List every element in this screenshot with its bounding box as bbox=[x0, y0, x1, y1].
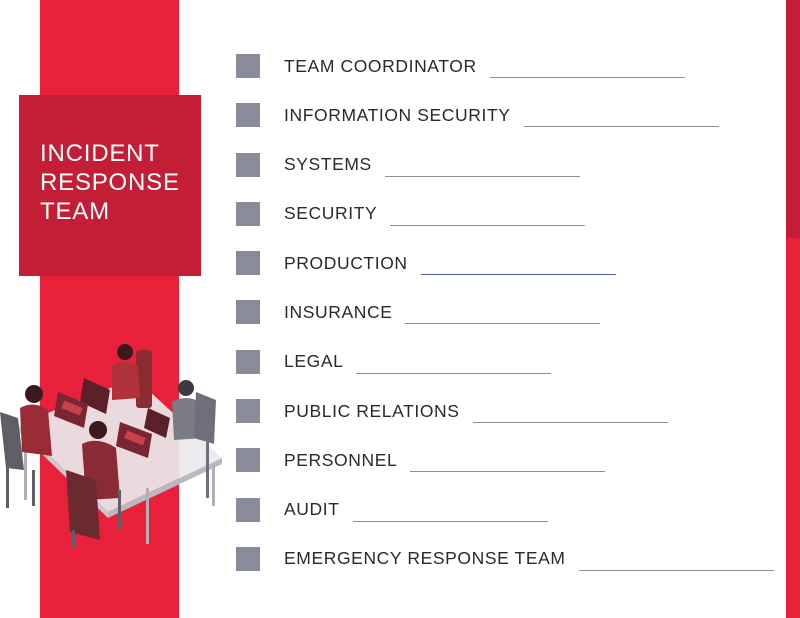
team-meeting-illustration bbox=[0, 330, 225, 550]
role-label: INSURANCE bbox=[284, 301, 393, 322]
role-row-audit bbox=[236, 498, 776, 522]
role-row-insurance bbox=[236, 300, 776, 324]
signature-line[interactable] bbox=[390, 225, 585, 226]
signature-line[interactable] bbox=[524, 126, 719, 127]
role-row-security bbox=[236, 202, 776, 226]
role-row-emergency-response-team bbox=[236, 547, 776, 571]
role-row-production bbox=[236, 251, 776, 275]
role-label: PRODUCTION bbox=[284, 252, 408, 273]
right-edge-bar-top bbox=[786, 0, 800, 238]
role-row-team-coordinator bbox=[236, 54, 776, 78]
role-row-legal bbox=[236, 350, 776, 374]
checkbox[interactable] bbox=[236, 54, 260, 78]
role-label: INFORMATION SECURITY bbox=[284, 104, 511, 125]
signature-line[interactable] bbox=[490, 77, 685, 78]
role-label: SECURITY bbox=[284, 203, 378, 224]
title-box bbox=[19, 95, 201, 276]
signature-line[interactable] bbox=[353, 521, 548, 522]
role-label: PUBLIC RELATIONS bbox=[284, 400, 460, 421]
role-row-systems bbox=[236, 153, 776, 177]
signature-line[interactable] bbox=[579, 570, 774, 571]
checkbox[interactable] bbox=[236, 103, 260, 127]
title-line-3: TEAM bbox=[40, 198, 110, 225]
checkbox[interactable] bbox=[236, 547, 260, 571]
checkbox[interactable] bbox=[236, 498, 260, 522]
signature-line[interactable] bbox=[473, 422, 668, 423]
signature-line[interactable] bbox=[421, 274, 616, 275]
title-line-1: INCIDENT bbox=[40, 140, 160, 167]
role-row-public-relations bbox=[236, 399, 776, 423]
signature-line[interactable] bbox=[410, 471, 605, 472]
role-label: PERSONNEL bbox=[284, 449, 398, 470]
role-row-information-security bbox=[236, 103, 776, 127]
checkbox[interactable] bbox=[236, 251, 260, 275]
title-line-2: RESPONSE bbox=[40, 169, 180, 196]
signature-line[interactable] bbox=[385, 176, 580, 177]
checkbox[interactable] bbox=[236, 350, 260, 374]
checkbox[interactable] bbox=[236, 448, 260, 472]
role-label: SYSTEMS bbox=[284, 154, 372, 175]
role-label: EMERGENCY RESPONSE TEAM bbox=[284, 548, 566, 569]
role-label: LEGAL bbox=[284, 351, 344, 372]
checkbox[interactable] bbox=[236, 300, 260, 324]
signature-line[interactable] bbox=[356, 373, 551, 374]
signature-line[interactable] bbox=[405, 323, 600, 324]
roles-list bbox=[236, 54, 776, 596]
checkbox[interactable] bbox=[236, 202, 260, 226]
role-row-personnel bbox=[236, 448, 776, 472]
checkbox[interactable] bbox=[236, 399, 260, 423]
checkbox[interactable] bbox=[236, 153, 260, 177]
role-label: AUDIT bbox=[284, 499, 340, 520]
role-label: TEAM COORDINATOR bbox=[284, 55, 477, 76]
